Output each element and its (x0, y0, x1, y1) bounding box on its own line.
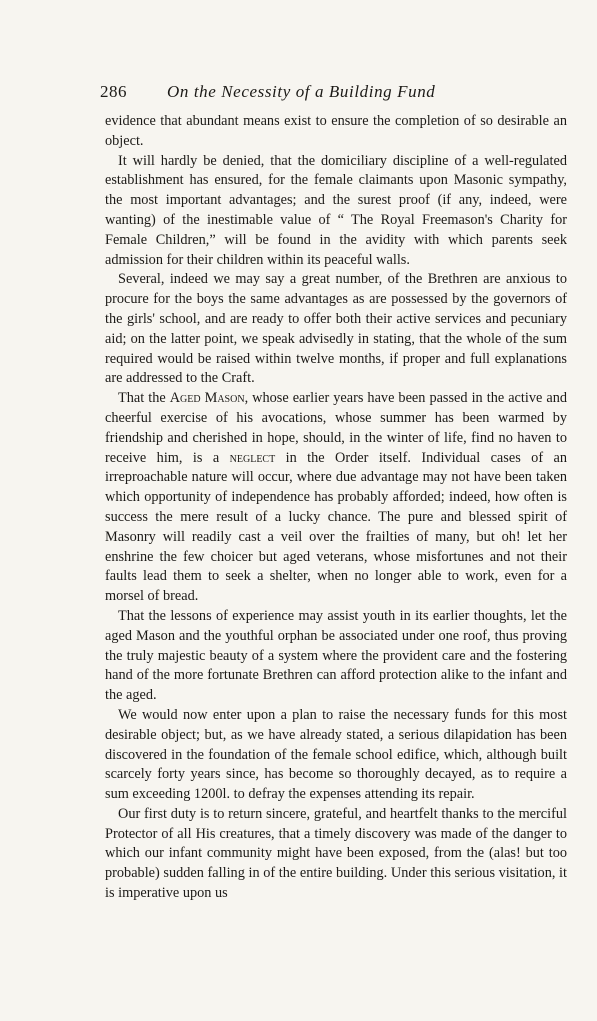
text-run: We would now enter upon a plan to raise the necessary funds for this most desirable object; but, as we have already stated, a serious dilapidation has been discovered in the foundation of the female school edifice, which, although built scarcely forty years since, has become so thoroughly decayed, as to require a sum exceeding 1200l. to defray the expenses attending its repair. (105, 706, 567, 803)
paragraph (105, 270, 567, 389)
paragraph (105, 706, 567, 805)
text-run: That the (118, 390, 170, 407)
small-caps-phrase: neglect (229, 449, 276, 466)
text-run: Several, indeed we may say a great number, of the Brethren are anxious to procure for the boys the same advantages as are possessed by the governors of the girls' school, and are ready to offer both their active services and pecuniary aid; on the latter point, we speak advisedly in stating, that the whole of the sum required would be raised within twelve months, if proper and full explanations are addressed to the Craft. (105, 271, 567, 387)
text-run: , whose earlier years have been passed in the active and cheerful exercise of his avocations, whose summer has been warmed by friendship and cherished in hope, should, in the winter of life, find no haven to receive him, is a (105, 390, 567, 466)
text-run: in the Order itself. Individual cases of an irreproachable nature will occur, where due advantage may not have been taken which opportunity of independence has probably afforded; indeed, how often is success the mere result of a lucky chance. The pure and blessed spirit of Masonry will readily cast a veil over the frailties of many, but oh! let her enshrine the few choicer but aged veterans, whose misfortunes and not their faults lead them to seek a shelter, when no longer able to work, even for a morsel of bread. (105, 449, 567, 605)
paragraph (105, 805, 567, 904)
running-title: On the Necessity of a Building Fund (167, 82, 436, 101)
text-run: That the lessons of experience may assist youth in its earlier thoughts, let the aged Mason and the youthful orphan be associated under one roof, thus proving the truly majestic beauty of a system where the provident care and the fostering hand of the more fortunate Brethren can afford protection alike to the infant and the aged. (105, 607, 567, 704)
paragraph (105, 112, 567, 152)
paragraph (105, 389, 567, 607)
body-text (105, 112, 567, 904)
text-run: Our first duty is to return sincere, grateful, and heartfelt thanks to the merciful Protector of all His creatures, that a timely discovery was made of the danger to which our infant community might have been exposed, from the (alas! but too probable) sudden falling in of the entire building. Under this serious visitation, it is imperative upon us (105, 805, 567, 902)
page-header (100, 82, 570, 106)
text-run: evidence that abundant means exist to ensure the completion of so desirable an object. (105, 113, 567, 149)
text-run: It will hardly be denied, that the domiciliary discipline of a well-regulated establishment has ensured, for the female claimants upon Masonic sympathy, the most important advantages; and the surest proof (if any, indeed, were wanting) of the inestimable value of “ The Royal Freemason's Charity for Female Children,” will be found in the avidity with which parents seek admission for their children within its peaceful walls. (105, 152, 567, 268)
small-caps-phrase: Aged Mason (169, 390, 245, 407)
paragraph (105, 607, 567, 706)
paragraph (105, 152, 567, 271)
page-number: 286 (100, 82, 127, 101)
